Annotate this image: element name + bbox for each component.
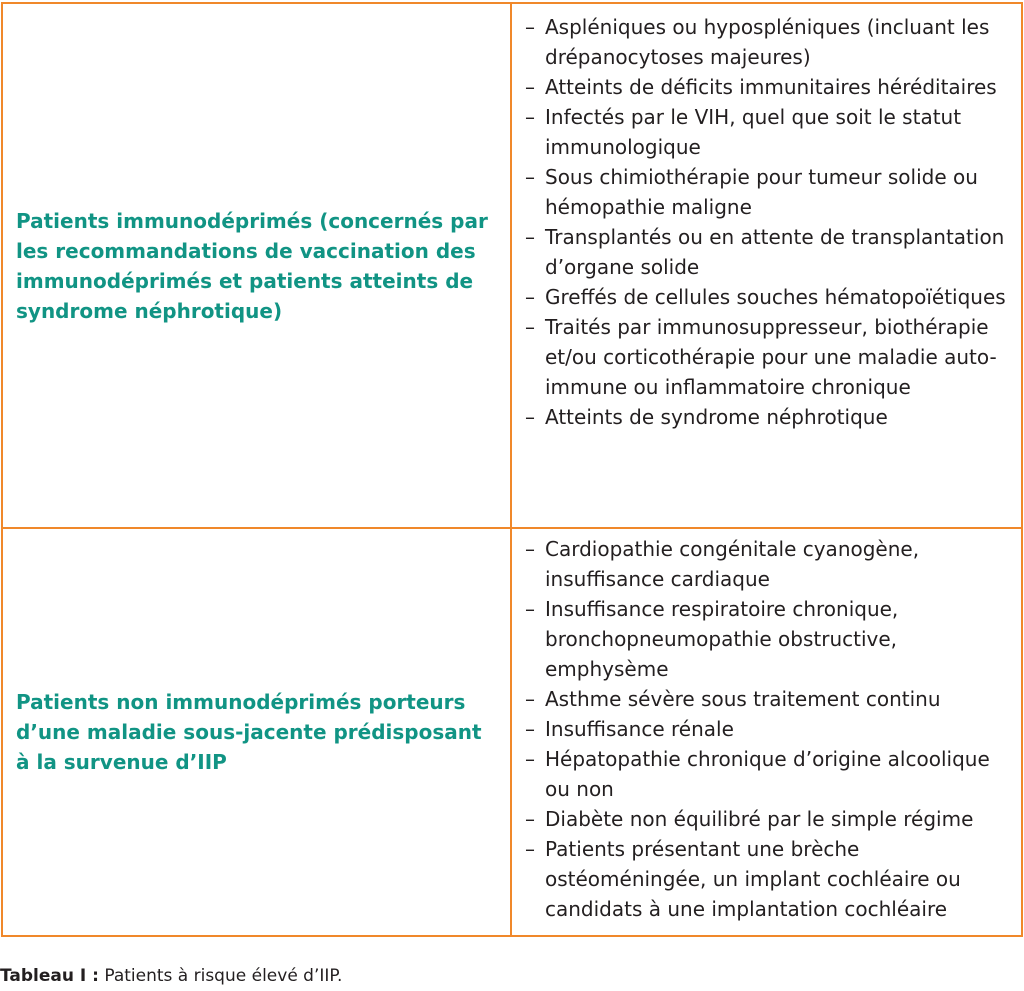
category-title: Patients non immunodéprimés porteurs d’une maladie sous-jacente prédisposant à la survenue d’IIP bbox=[16, 690, 482, 774]
table-row bbox=[3, 527, 1021, 935]
items-cell bbox=[512, 4, 1021, 527]
dash-bullet: – bbox=[525, 75, 535, 99]
category-cell bbox=[3, 4, 512, 527]
list-item-text: Asthme sévère sous traitement continu bbox=[545, 687, 941, 711]
dash-bullet: – bbox=[525, 837, 535, 861]
list-item-text: Cardiopathie congénitale cyanogène, insuffisance cardiaque bbox=[545, 537, 920, 591]
category-title: Patients immunodéprimés (concernés par les recommandations de vaccination des immunodéprimés et patients atteints de syndrome néphrotique) bbox=[16, 208, 488, 323]
dash-bullet: – bbox=[525, 405, 535, 429]
dash-bullet: – bbox=[525, 717, 535, 741]
risk-list bbox=[525, 12, 1011, 432]
dash-bullet: – bbox=[525, 105, 535, 129]
list-item-text: Atteints de syndrome néphrotique bbox=[545, 405, 888, 429]
list-item-text: Greffés de cellules souches hématopoïétiques bbox=[545, 285, 1006, 309]
risk-list bbox=[525, 534, 1011, 924]
table-caption bbox=[0, 965, 342, 987]
list-item bbox=[525, 12, 1011, 72]
items-cell bbox=[512, 529, 1021, 935]
list-item-text: Sous chimiothérapie pour tumeur solide ou hémopathie maligne bbox=[545, 165, 978, 219]
list-item-text: Hépatopathie chronique d’origine alcoolique ou non bbox=[545, 747, 990, 801]
list-item-text: Insuffisance rénale bbox=[545, 717, 734, 741]
dash-bullet: – bbox=[525, 537, 535, 561]
list-item bbox=[525, 804, 1011, 834]
dash-bullet: – bbox=[525, 315, 535, 339]
list-item bbox=[525, 162, 1011, 222]
dash-bullet: – bbox=[525, 165, 535, 189]
caption-label: Tableau I : bbox=[0, 966, 99, 986]
dash-bullet: – bbox=[525, 687, 535, 711]
list-item bbox=[525, 834, 1011, 924]
list-item bbox=[525, 684, 1011, 714]
list-item-text: Diabète non équilibré par le simple régime bbox=[545, 807, 974, 831]
dash-bullet: – bbox=[525, 807, 535, 831]
category-cell bbox=[3, 529, 512, 935]
dash-bullet: – bbox=[525, 285, 535, 309]
risk-table bbox=[1, 2, 1023, 937]
list-item bbox=[525, 282, 1011, 312]
dash-bullet: – bbox=[525, 747, 535, 771]
list-item-text: Infectés par le VIH, quel que soit le statut immunologique bbox=[545, 105, 962, 159]
caption-text: Patients à risque élevé d’IIP. bbox=[98, 966, 343, 986]
list-item bbox=[525, 714, 1011, 744]
dash-bullet: – bbox=[525, 15, 535, 39]
list-item-text: Patients présentant une brèche ostéoméningée, un implant cochléaire ou candidats à une implantation cochléaire bbox=[545, 837, 961, 921]
list-item bbox=[525, 102, 1011, 162]
list-item bbox=[525, 534, 1011, 594]
list-item bbox=[525, 312, 1011, 402]
list-item-text: Transplantés ou en attente de transplantation d’organe solide bbox=[545, 225, 1005, 279]
list-item bbox=[525, 744, 1011, 804]
dash-bullet: – bbox=[525, 225, 535, 249]
list-item bbox=[525, 594, 1011, 684]
list-item bbox=[525, 222, 1011, 282]
list-item-text: Traités par immunosuppresseur, biothérapie et/ou corticothérapie pour une maladie auto-immune ou inflammatoire chronique bbox=[545, 315, 997, 399]
list-item bbox=[525, 72, 1011, 102]
list-item-text: Insuffisance respiratoire chronique, bronchopneumopathie obstructive, emphysème bbox=[545, 597, 899, 681]
list-item-text: Aspléniques ou hypospléniques (incluant les drépanocytoses majeures) bbox=[545, 15, 990, 69]
list-item-text: Atteints de déficits immunitaires héréditaires bbox=[545, 75, 997, 99]
table-row bbox=[3, 4, 1021, 527]
list-item bbox=[525, 402, 1011, 432]
dash-bullet: – bbox=[525, 597, 535, 621]
